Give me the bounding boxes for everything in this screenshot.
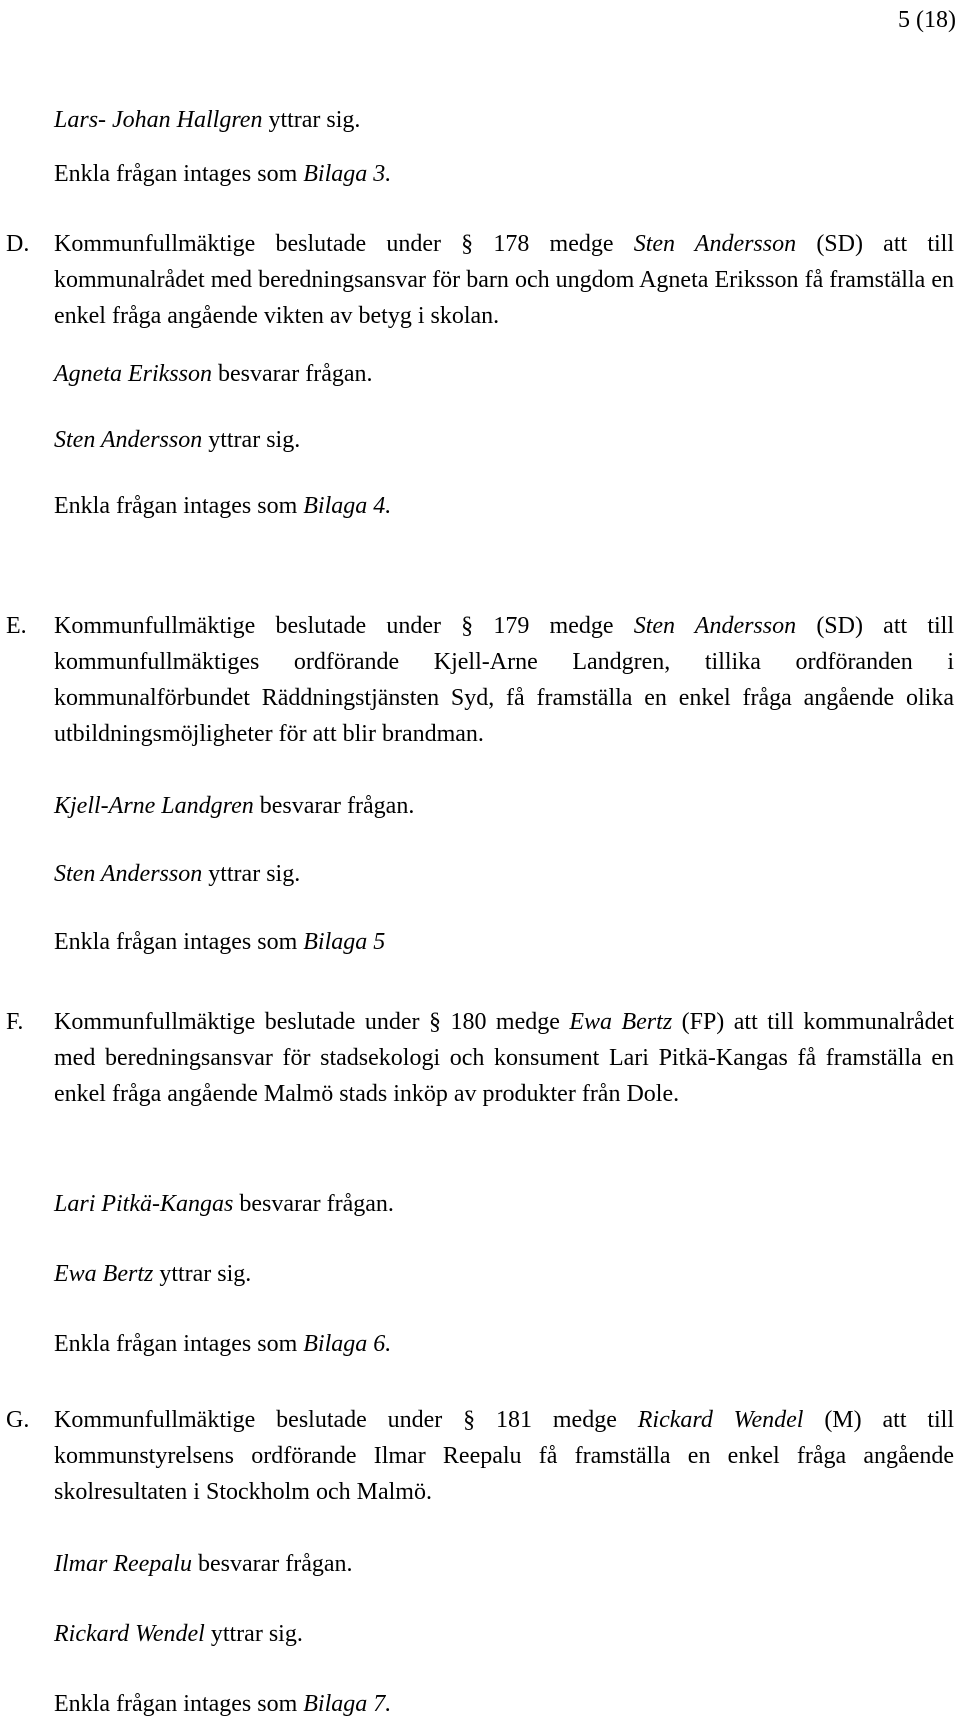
speaker-action: besvarar frågan. [211,361,373,387]
speaker-action: besvarar frågan. [233,1191,394,1217]
page-number: 5 (18) [898,7,956,33]
item-name: Ewa Bertz [569,1009,673,1035]
speaker-line [54,104,360,136]
speaker-name: Kjell-Arne Landgren [54,793,254,819]
speaker-line [54,858,300,890]
appendix-ref: Bilaga 5 [303,929,386,955]
item-text: Kommunfullmäktige beslutade under § 180 medge [54,1009,570,1035]
speaker-line [54,790,414,822]
speaker-line [54,1188,394,1220]
item-letter: G. [6,1407,30,1433]
appendix-ref: Bilaga 6. [303,1331,392,1357]
speaker-action: yttrar sig. [153,1261,252,1287]
speaker-line [54,1548,353,1580]
item-text: (SD) att till kommunalrådet med beredningsansvar för barn och ungdom Agneta Eriksson få framställa en enkel fråga angående vikten av betyg i skolan. [54,231,955,329]
appendix-text: Enkla frågan intages som [54,929,304,955]
speaker-name: Ilmar Reepalu [54,1551,192,1577]
speaker-action: besvarar frågan. [253,793,415,819]
item-name: Sten Andersson [633,613,797,639]
appendix-line [54,926,385,958]
appendix-line [54,1688,391,1720]
item-text: (M) att till kommunstyrelsens ordförande Ilmar Reepalu få framställa en enkel fråga angående skolresultaten i Stockholm och Malmö. [54,1407,955,1505]
speaker-line [54,1258,251,1290]
item-text: (SD) att till kommunfullmäktiges ordförande Kjell-Arne Landgren, tillika ordföranden i kommunalförbundet Räddningstjänsten Syd, få framställa en enkel fråga angående olika utbildningsmöjligheter för att blir brandman. [54,613,955,747]
speaker-name: Agneta Eriksson [54,361,212,387]
item-name: Rickard Wendel [637,1407,804,1433]
speaker-line [54,358,373,390]
speaker-action: yttrar sig. [202,861,301,887]
item-name: Sten Andersson [633,231,797,257]
item-letter: F. [6,1009,24,1035]
speaker-action: besvarar frågan. [191,1551,353,1577]
agenda-item-g [6,1402,955,1510]
speaker-name: Ewa Bertz [54,1261,154,1287]
item-text: (FP) att till kommunalrådet med beredningsansvar för stadsekologi och konsument Lari Pitkä-Kangas få framställa en enkel fråga angående Malmö stads inköp av produkter från Dole. [54,1009,954,1107]
speaker-action: yttrar sig. [202,427,301,453]
speaker-name: Lars- Johan Hallgren [54,107,263,133]
speaker-name: Sten Andersson [54,861,203,887]
speaker-name: Lari Pitkä-Kangas [54,1191,234,1217]
appendix-text: Enkla frågan intages som [54,161,304,187]
item-text: Kommunfullmäktige beslutade under § 178 medge [54,231,634,257]
appendix-text: Enkla frågan intages som [54,493,304,519]
speaker-action: yttrar sig. [262,107,361,133]
appendix-line [54,158,391,190]
agenda-item-d [6,226,955,334]
appendix-ref: Bilaga 3. [303,161,392,187]
appendix-ref: Bilaga 4. [303,493,392,519]
item-text: Kommunfullmäktige beslutade under § 179 medge [54,613,634,639]
appendix-text: Enkla frågan intages som [54,1331,304,1357]
speaker-line [54,1618,303,1650]
speaker-name: Sten Andersson [54,427,203,453]
appendix-ref: Bilaga 7. [303,1691,392,1717]
speaker-name: Rickard Wendel [54,1621,205,1647]
item-letter: E. [6,613,27,639]
appendix-line [54,1328,391,1360]
item-text: Kommunfullmäktige beslutade under § 181 medge [54,1407,638,1433]
appendix-text: Enkla frågan intages som [54,1691,304,1717]
agenda-item-e [6,608,955,752]
item-letter: D. [6,231,30,257]
appendix-line [54,490,391,522]
speaker-action: yttrar sig. [204,1621,303,1647]
agenda-item-f [6,1004,954,1112]
speaker-line [54,424,300,456]
